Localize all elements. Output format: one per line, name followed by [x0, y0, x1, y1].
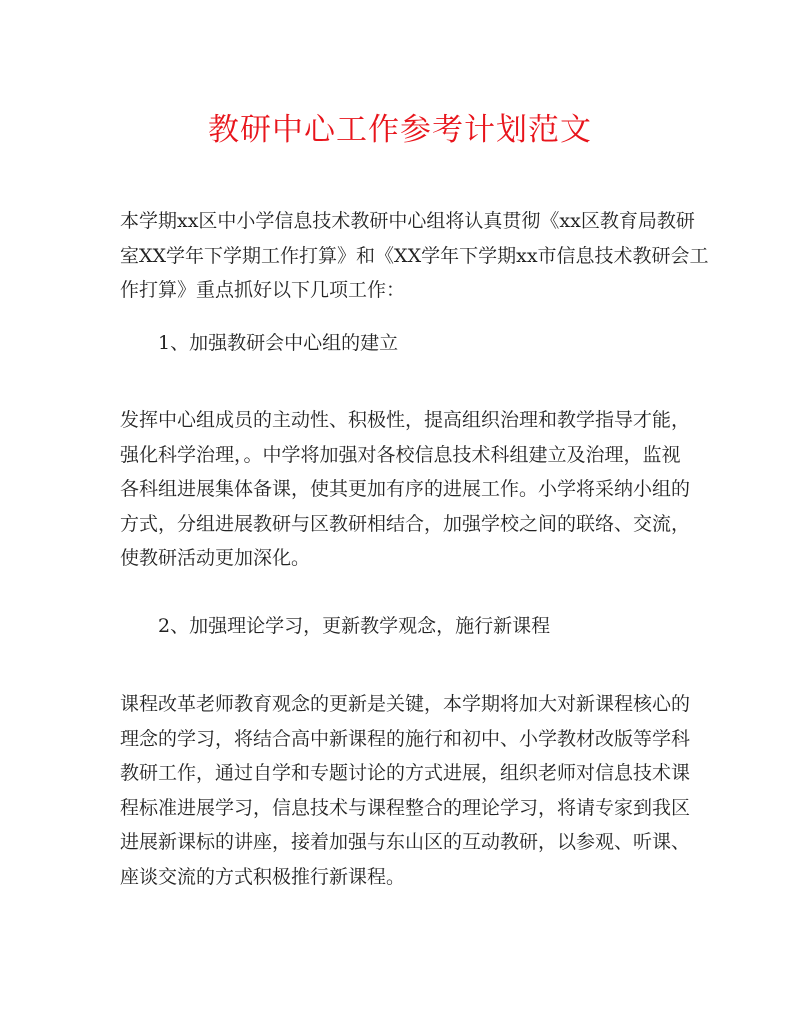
paragraph-line: 作打算》重点抓好以下几项工作：: [120, 279, 406, 301]
section-heading-1: 1、加强教研会中心组的建立: [158, 332, 399, 354]
paragraph-line: 室XX学年下学期工作打算》和《XX学年下学期xx市信息技术教研会工: [120, 244, 709, 267]
section1-paragraph: [120, 403, 690, 576]
paragraph-line: 程标准进展学习，信息技术与课程整合的理论学习，将请专家到我区: [120, 796, 691, 819]
paragraph-line: 教研工作，通过自学和专题讨论的方式进展，组织老师对信息技术课: [120, 762, 691, 784]
section2-paragraph: [120, 687, 690, 894]
paragraph-line: 强化科学治理，。中学将加强对各校信息技术科组建立及治理，监视: [120, 443, 681, 466]
paragraph-line: 本学期xx区中小学信息技术教研中心组将认真贯彻《xx区教育局教研: [120, 210, 695, 232]
paragraph-line: 课程改革老师教育观念的更新是关键，本学期将加大对新课程核心的: [120, 693, 691, 715]
paragraph-line: 进展新课标的讲座，接着加强与东山区的互动教研，以参观、听课、: [120, 831, 691, 853]
section-heading-2: 2、加强理论学习，更新教学观念，施行新课程: [158, 615, 551, 637]
paragraph-line: 方式，分组进展教研与区教研相结合，加强学校之间的联络、交流，: [120, 512, 691, 535]
paragraph-line: 理念的学习，将结合高中新课程的施行和初中、小学教材改版等学科: [120, 727, 691, 750]
document-title: 教研中心工作参考计划范文: [208, 112, 592, 148]
intro-paragraph: [120, 204, 709, 308]
paragraph-line: 发挥中心组成员的主动性、积极性，提高组织治理和教学指导才能，: [120, 409, 691, 431]
paragraph-line: 座谈交流的方式积极推行新课程。: [120, 865, 406, 888]
paragraph-line: 使教研活动更加深化。: [120, 547, 311, 569]
paragraph-line: 各科组进展集体备课，使其更加有序的进展工作。小学将采纳小组的: [120, 478, 691, 500]
